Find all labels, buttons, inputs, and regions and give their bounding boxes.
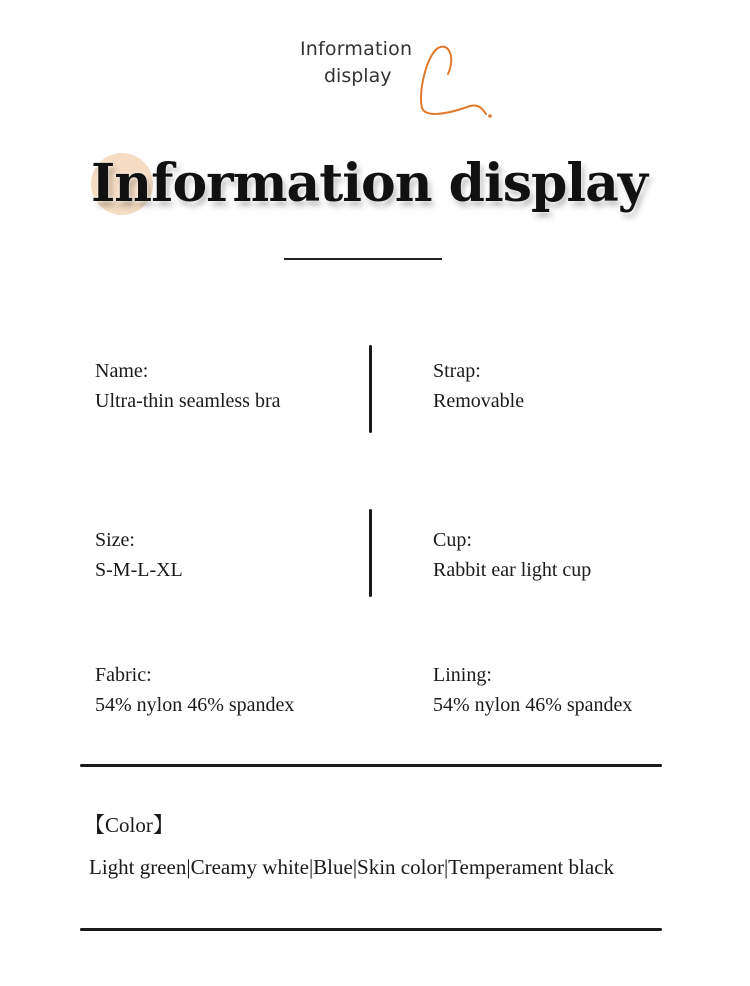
section-divider-top	[80, 764, 662, 767]
field-cup-value: Rabbit ear light cup	[433, 559, 592, 581]
field-strap-label: Strap:	[433, 360, 481, 382]
field-cup-label: Cup:	[433, 529, 472, 551]
field-fabric-label: Fabric:	[95, 664, 152, 686]
field-name	[95, 356, 281, 416]
field-fabric-value: 54% nylon 46% spandex	[95, 694, 295, 716]
field-strap-value: Removable	[433, 390, 525, 412]
field-fabric	[95, 660, 294, 720]
field-size-label: Size:	[95, 529, 135, 551]
title-underline	[284, 258, 442, 260]
column-divider	[369, 509, 372, 597]
color-options: Light green|Creamy white|Blue|Skin color|Temperament black	[89, 855, 615, 879]
color-heading: 【Color】	[84, 813, 174, 837]
field-size-value: S-M-L-XL	[95, 559, 183, 581]
field-lining	[433, 660, 632, 720]
field-lining-label: Lining:	[433, 664, 492, 686]
field-name-value: Ultra-thin seamless bra	[95, 390, 281, 412]
section-divider-bottom	[80, 928, 662, 931]
brand-logo	[298, 34, 508, 124]
field-name-label: Name:	[95, 360, 149, 382]
field-size	[95, 525, 183, 585]
column-divider	[369, 345, 372, 433]
logo-text-line2: display	[324, 65, 392, 87]
field-cup	[433, 525, 591, 585]
logo-text-line1: Information	[300, 38, 413, 60]
field-strap	[433, 356, 524, 416]
page-title: Information display	[90, 153, 648, 214]
field-lining-value: 54% nylon 46% spandex	[433, 694, 633, 716]
